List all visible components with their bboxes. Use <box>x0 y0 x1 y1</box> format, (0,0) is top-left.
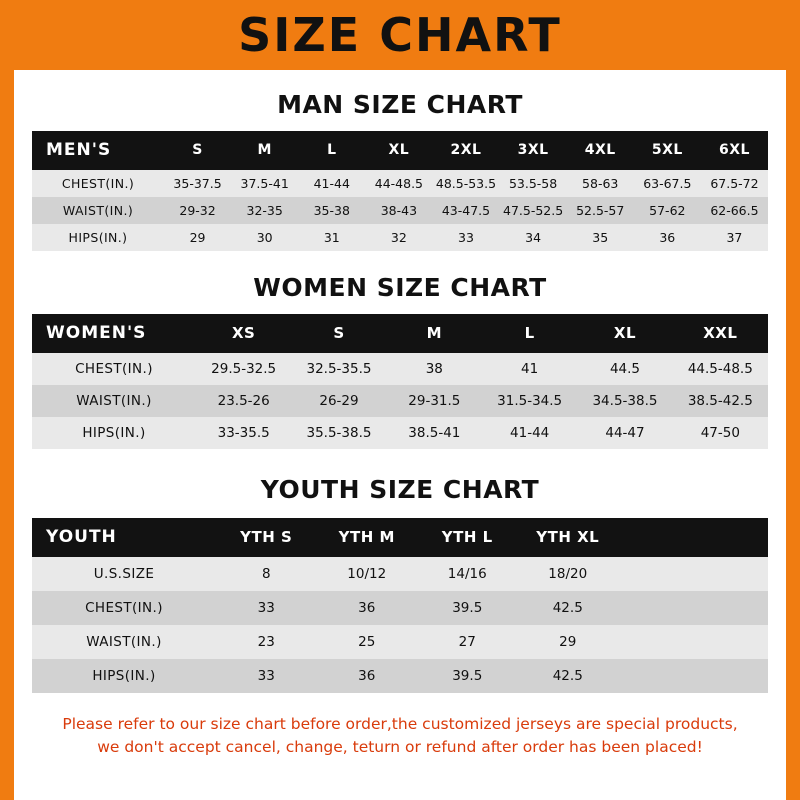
table-cell: 35 <box>592 230 609 245</box>
man-header-cell: M <box>257 142 272 158</box>
youth-header-cell: YTH L <box>441 528 493 546</box>
row-label: WAIST(IN.) <box>62 203 134 218</box>
youth-table-header-row <box>32 518 768 557</box>
man-size-table <box>32 131 768 251</box>
row-label: CHEST(IN.) <box>75 361 153 377</box>
table-cell: 23 <box>257 634 275 650</box>
notice-line-2: we don't accept cancel, change, teturn or refund after order has been placed! <box>97 738 703 757</box>
table-cell: 42.5 <box>552 668 583 684</box>
table-cell: 53.5-58 <box>508 176 558 191</box>
table-cell: 67.5-72 <box>710 176 759 191</box>
women-header-cell: M <box>426 324 443 342</box>
table-cell: 36 <box>358 600 376 616</box>
table-cell: 36 <box>659 230 676 245</box>
table-cell: 32-35 <box>246 203 283 218</box>
table-cell: 33-35.5 <box>217 425 270 441</box>
table-cell: 63-67.5 <box>643 176 692 191</box>
table-cell: 35-38 <box>313 203 350 218</box>
page-title: SIZE CHART <box>238 8 562 62</box>
women-header-cell: WOMEN'S <box>46 323 147 343</box>
youth-header-spacer <box>618 518 768 557</box>
table-cell: 35-37.5 <box>173 176 222 191</box>
table-cell: 8 <box>261 566 271 582</box>
man-header-cell: 2XL <box>450 142 482 158</box>
table-row <box>32 170 768 197</box>
women-header-cell: XXL <box>703 324 738 342</box>
table-cell: 29 <box>189 230 206 245</box>
notice-line-1: Please refer to our size chart before order,the customized jerseys are special products, <box>62 715 738 733</box>
table-cell: 29 <box>559 634 577 650</box>
table-cell: 47-50 <box>700 425 740 441</box>
table-cell: 62-66.5 <box>710 203 759 218</box>
table-cell: 35.5-38.5 <box>306 425 372 441</box>
man-header-cell: XL <box>388 142 410 158</box>
table-cell: 58-63 <box>582 176 619 191</box>
row-label: WAIST(IN.) <box>86 634 162 650</box>
table-cell: 38.5-42.5 <box>687 393 753 409</box>
table-cell-empty <box>618 625 768 659</box>
table-cell: 33 <box>458 230 474 245</box>
table-row <box>32 385 768 417</box>
man-table-header-row <box>32 131 768 170</box>
table-cell: 38-43 <box>380 203 418 218</box>
table-cell-empty <box>618 591 768 625</box>
table-cell: 57-62 <box>649 203 686 218</box>
table-cell: 29.5-32.5 <box>211 361 277 377</box>
man-header-cell: 6XL <box>718 142 750 158</box>
table-cell: 39.5 <box>452 668 483 684</box>
table-cell: 43-47.5 <box>441 203 491 218</box>
table-row <box>32 625 768 659</box>
table-row <box>32 197 768 224</box>
women-header-cell: L <box>524 324 535 342</box>
youth-size-table <box>32 518 768 693</box>
table-cell: 33 <box>257 668 275 684</box>
table-cell: 44-47 <box>605 425 645 441</box>
youth-header-cell: YTH M <box>338 528 395 546</box>
table-cell: 31.5-34.5 <box>497 393 563 409</box>
table-cell: 23.5-26 <box>217 393 270 409</box>
row-label: HIPS(IN.) <box>92 668 156 684</box>
youth-section-title: YOUTH SIZE CHART <box>260 475 540 504</box>
youth-header-cell: YTH S <box>240 528 293 546</box>
row-label: CHEST(IN.) <box>61 176 135 191</box>
table-cell: 38.5-41 <box>408 425 461 441</box>
table-cell: 48.5-53.5 <box>435 176 497 191</box>
table-cell: 39.5 <box>452 600 483 616</box>
table-cell: 44.5-48.5 <box>687 361 753 377</box>
table-row <box>32 557 768 591</box>
table-cell: 32.5-35.5 <box>306 361 372 377</box>
table-cell: 38 <box>425 361 443 377</box>
banner <box>14 0 786 70</box>
women-header-cell: XS <box>231 324 256 342</box>
table-cell: 31 <box>323 230 340 245</box>
table-cell: 36 <box>358 668 376 684</box>
row-label: HIPS(IN.) <box>82 425 146 441</box>
women-header-cell: S <box>333 324 345 342</box>
table-cell: 30 <box>256 230 273 245</box>
table-cell: 10/12 <box>347 566 387 582</box>
women-section-title: WOMEN SIZE CHART <box>253 273 547 302</box>
table-cell: 47.5-52.5 <box>503 203 564 218</box>
table-cell-empty <box>618 557 768 591</box>
table-cell: 41-44 <box>313 176 350 191</box>
man-header-cell: S <box>192 142 203 158</box>
table-cell: 32 <box>390 230 407 245</box>
table-cell: 25 <box>358 634 376 650</box>
man-header-cell: 5XL <box>651 142 683 158</box>
table-cell: 52.5-57 <box>576 203 625 218</box>
table-cell: 37 <box>726 230 743 245</box>
row-label: CHEST(IN.) <box>85 600 163 616</box>
women-header-cell: XL <box>613 324 637 342</box>
table-cell: 29-31.5 <box>408 393 461 409</box>
table-cell: 44-48.5 <box>374 176 423 191</box>
table-cell-empty <box>618 659 768 693</box>
table-cell: 41-44 <box>510 425 550 441</box>
man-header-cell: MEN'S <box>46 140 112 160</box>
table-cell: 29-32 <box>179 203 216 218</box>
man-header-cell: 3XL <box>517 142 549 158</box>
row-label: WAIST(IN.) <box>76 393 152 409</box>
table-row <box>32 224 768 251</box>
row-label: U.S.SIZE <box>93 566 155 582</box>
table-cell: 18/20 <box>548 566 588 582</box>
man-header-cell: 4XL <box>584 142 616 158</box>
table-cell: 27 <box>458 634 476 650</box>
content <box>14 90 786 760</box>
table-cell: 26-29 <box>319 393 359 409</box>
man-section-title: MAN SIZE CHART <box>277 90 523 119</box>
man-header-cell: L <box>327 142 337 158</box>
table-cell: 44.5 <box>609 361 640 377</box>
table-cell: 41 <box>521 361 539 377</box>
table-row <box>32 417 768 449</box>
table-cell: 34.5-38.5 <box>592 393 658 409</box>
row-label: HIPS(IN.) <box>68 230 128 245</box>
table-cell: 14/16 <box>447 566 487 582</box>
table-row <box>32 659 768 693</box>
youth-header-cell: YTH XL <box>536 528 600 546</box>
youth-header-cell: YOUTH <box>46 527 117 547</box>
women-size-table <box>32 314 768 449</box>
table-row <box>32 591 768 625</box>
table-cell: 42.5 <box>552 600 583 616</box>
table-row <box>32 353 768 385</box>
women-table-header-row <box>32 314 768 353</box>
table-cell: 37.5-41 <box>240 176 289 191</box>
order-notice <box>32 713 768 760</box>
table-cell: 33 <box>257 600 275 616</box>
table-cell: 34 <box>525 230 542 245</box>
